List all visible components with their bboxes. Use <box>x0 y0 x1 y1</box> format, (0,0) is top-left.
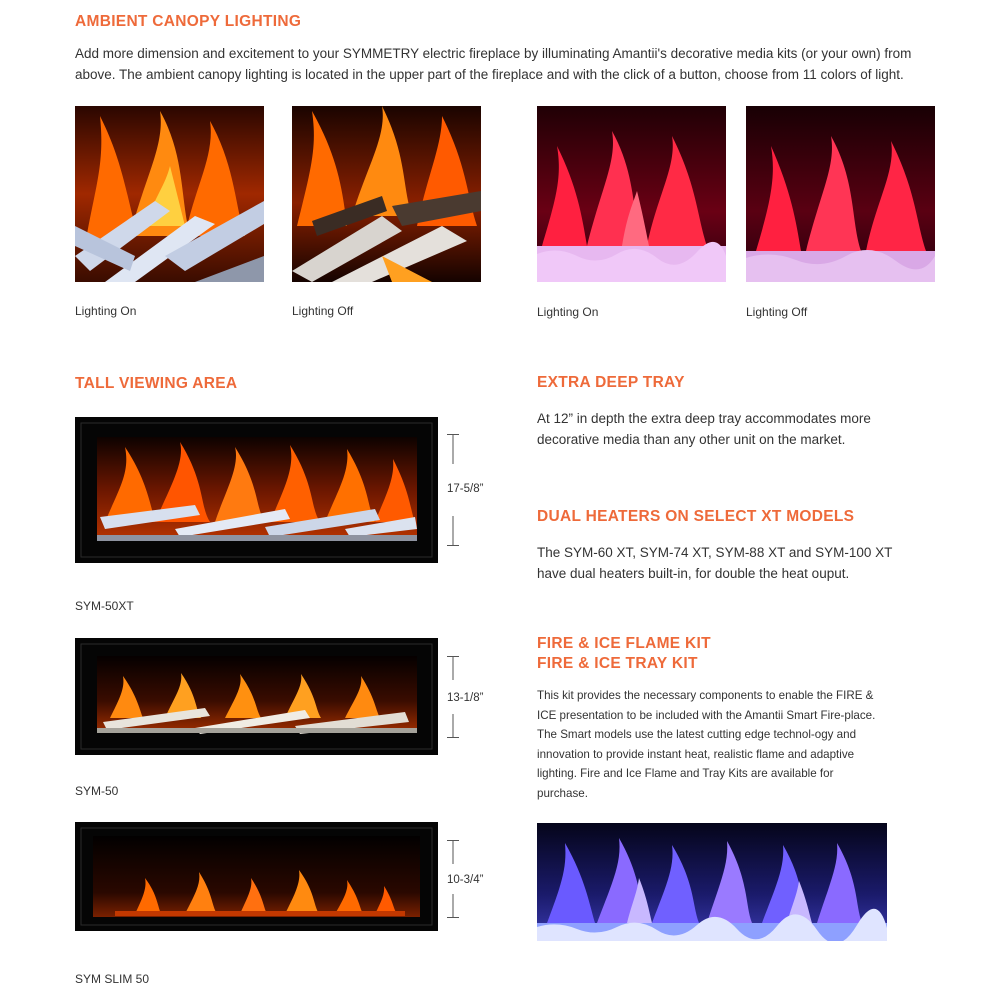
ice-lighting-on-photo <box>537 106 726 282</box>
fire-ice-tray-kit-heading: FIRE & ICE TRAY KIT <box>537 655 698 672</box>
canopy-intro: Add more dimension and excitement to your SYMMETRY electric fireplace by illuminating Amantii's decorative media kits (or your own) from above. The ambient canopy lighting is located in the upper part of the fireplace and with the click of a button, choose from 11 colors of light. <box>75 46 912 82</box>
sym-50-fireplace-image <box>75 638 438 755</box>
photo-caption: Lighting On <box>537 305 599 319</box>
photo-caption: Lighting On <box>75 304 137 318</box>
logs-lighting-on-photo <box>75 106 264 282</box>
deep-tray-heading: EXTRA DEEP TRAY <box>537 374 685 391</box>
logs-lighting-off-photo <box>292 106 481 282</box>
model-caption: SYM-50XT <box>75 599 134 613</box>
fire-ice-flame-kit-heading: FIRE & ICE FLAME KIT <box>537 635 711 652</box>
photo-caption: Lighting Off <box>746 305 808 319</box>
dual-heaters-heading: DUAL HEATERS ON SELECT XT MODELS <box>537 508 855 525</box>
deep-tray-text: At 12” in depth the extra deep tray accommodates more decorative media than any other unit on the market. <box>537 411 871 447</box>
tall-viewing-heading: TALL VIEWING AREA <box>75 375 238 392</box>
ice-lighting-off-photo <box>746 106 935 282</box>
height-dimension-label: 10-3/4” <box>447 874 484 886</box>
dual-heaters-text: The SYM-60 XT, SYM-74 XT, SYM-88 XT and SYM-100 XT have dual heaters built-in, for double the heat ouput. <box>537 545 893 581</box>
height-dimension-label: 17-5/8” <box>447 483 484 495</box>
fire-ice-blue-flame-photo <box>537 823 887 941</box>
fire-ice-text: This kit provides the necessary components to enable the FIRE & ICE presentation to be included with the Amantii Smart Fire-place. The Smart models use the latest cutting edge technol-ogy and innovation to provide instant heat, realistic flame and adaptive lighting. Fire and Ice Flame and Tray Kits are available for purchase. <box>537 689 876 800</box>
sym-slim-50-fireplace-image <box>75 822 438 931</box>
sym-50xt-fireplace-image <box>75 417 438 563</box>
model-caption: SYM SLIM 50 <box>75 972 150 986</box>
photo-caption: Lighting Off <box>292 304 354 318</box>
height-dimension-label: 13-1/8” <box>447 692 484 704</box>
canopy-heading: AMBIENT CANOPY LIGHTING <box>75 13 302 30</box>
model-caption: SYM-50 <box>75 784 119 798</box>
